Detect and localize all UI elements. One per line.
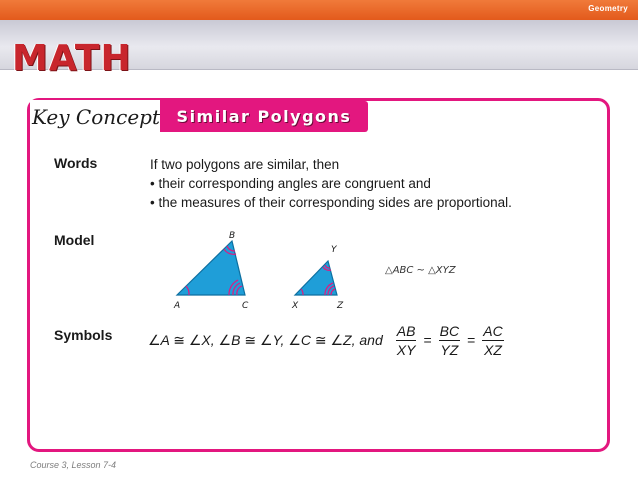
ratio-yz-denominator: YZ — [440, 341, 459, 358]
vertex-label-c: C — [242, 301, 249, 311]
key-concept-title: Similar Polygons — [160, 101, 368, 132]
similarity-statement: △ABC ~ △XYZ — [385, 265, 456, 276]
symbols-label: Symbols — [54, 327, 113, 343]
key-concept-label: Key Concept — [30, 100, 160, 134]
equals-sign-2: = — [467, 332, 476, 348]
ratio-ac-numerator: AC — [483, 322, 503, 339]
words-bullet-angles: • their corresponding angles are congruent and — [150, 176, 431, 191]
ratio-ac-xz — [482, 323, 503, 358]
ratio-xz-denominator: XZ — [484, 341, 502, 358]
top-bar — [0, 0, 638, 20]
vertex-label-a: A — [174, 301, 181, 311]
vertex-label-y: Y — [331, 245, 337, 255]
vertex-label-x: X — [292, 301, 299, 311]
words-label: Words — [54, 155, 98, 171]
header-band — [0, 20, 638, 79]
words-text — [150, 155, 512, 212]
symbols-expression — [148, 320, 507, 360]
words-intro: If two polygons are similar, then — [150, 157, 340, 172]
ratio-ab-numerator: AB — [396, 322, 416, 339]
vertex-label-z: Z — [337, 301, 344, 311]
ratio-bc-yz — [439, 323, 460, 358]
similar-triangles-figure — [165, 228, 365, 312]
ratio-bc-numerator: BC — [439, 322, 460, 339]
equals-sign-1: = — [423, 332, 432, 348]
ratio-ab-xy — [396, 323, 417, 358]
lesson-footer: Course 3, Lesson 7-4 — [30, 460, 117, 470]
math-logo: MATH — [12, 38, 132, 79]
vertex-label-b: B — [229, 231, 236, 241]
subject-label: Geometry — [588, 4, 628, 13]
words-bullet-sides: • the measures of their corresponding sides are proportional. — [150, 195, 512, 210]
model-label: Model — [54, 232, 95, 248]
congruence-statements: ∠A ≅ ∠X, ∠B ≅ ∠Y, ∠C ≅ ∠Z, and — [148, 331, 383, 348]
ratio-xy-denominator: XY — [396, 341, 416, 358]
